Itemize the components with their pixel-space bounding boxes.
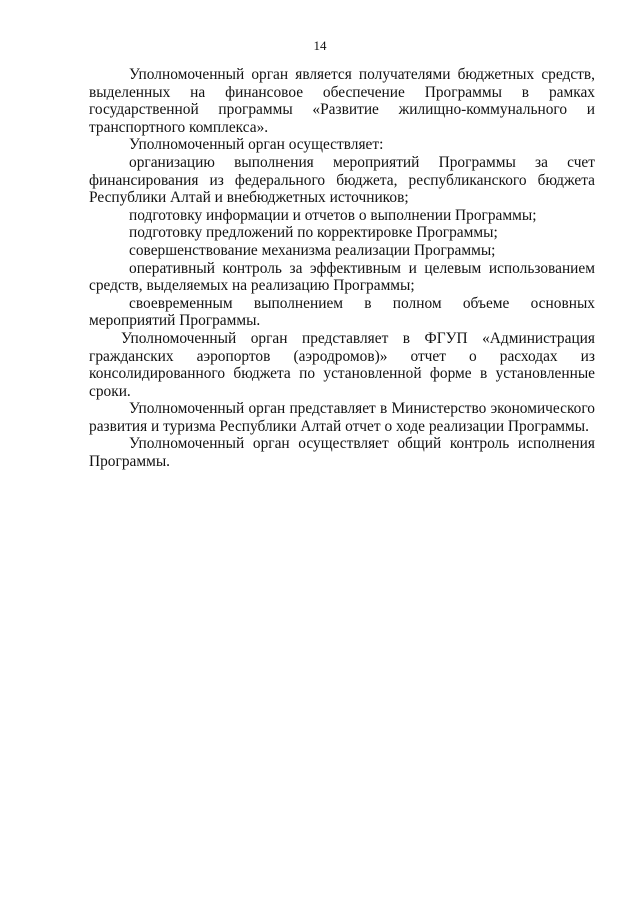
paragraph-carries-out: Уполномоченный орган осуществляет:: [129, 136, 384, 154]
paragraph-ministry-report: Уполномоченный орган представляет в Министерство экономического развития и туризма Республики Алтай отчет о ходе реализации Программы.: [89, 400, 595, 435]
page-number: 14: [313, 38, 327, 53]
paragraph-proposals: подготовку предложений по корректировке Программы;: [129, 224, 498, 242]
paragraph-control: оперативный контроль за эффективным и целевым использованием средств, выделяемых на реализацию Программы;: [89, 259, 595, 295]
paragraph-mechanism: совершенствование механизма реализации Программы;: [129, 241, 496, 259]
paragraph-general-control: Уполномоченный орган осуществляет общий контроль исполнения Программы.: [89, 435, 595, 471]
paragraph-fgup-report: Уполномоченный орган представляет в ФГУП «Администрация гражданских аэропортов (аэродромов)» отчет о расходах из консолидированного бюджета по установленной форме в установленные сроки.: [89, 329, 595, 400]
paragraph-reports: подготовку информации и отчетов о выполнении Программы;: [129, 206, 537, 224]
paragraph-recipient: Уполномоченный орган является получателями бюджетных средств, выделенных на финансовое обеспечение Программы в рамках государственной программы «Развитие жилищно-коммунального и транспортного комплекса».: [89, 66, 595, 136]
document-body: [89, 66, 595, 471]
paragraph-organization: организацию выполнения мероприятий Программы за счет финансирования из федерального бюджета, республиканского бюджета Республики Алтай и внебюджетных источников;: [89, 153, 595, 207]
paragraph-timely: своевременным выполнением в полном объеме основных мероприятий Программы.: [89, 294, 595, 330]
